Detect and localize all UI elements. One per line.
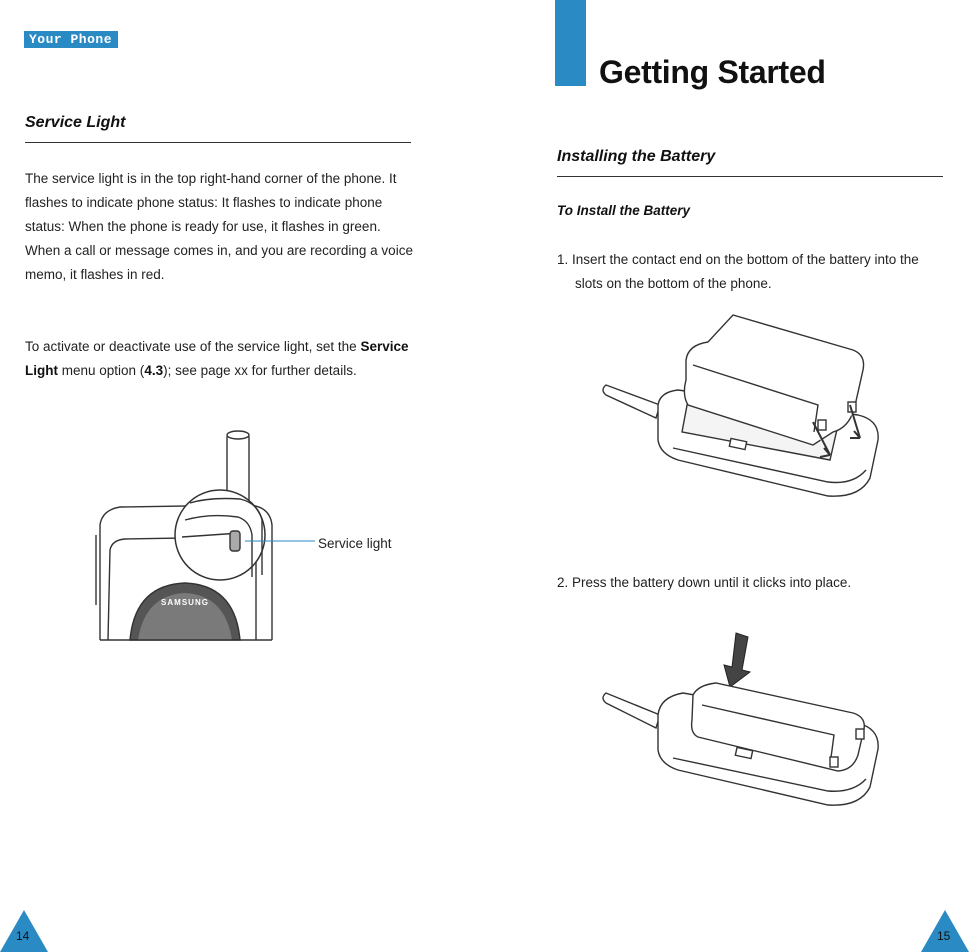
battery-insert-illustration [598, 310, 888, 510]
heading-rule [25, 142, 411, 143]
menu-option-number: 4.3 [144, 363, 164, 378]
right-heading-rule [557, 176, 943, 177]
step-1-text: 1. Insert the contact end on the bottom of the battery into the slots on the bottom of the phone. [557, 252, 919, 291]
phone-front-illustration [90, 425, 330, 645]
p2-text-mid: menu option ( [58, 363, 145, 378]
service-light-menu-name: Service Light [25, 339, 409, 378]
install-battery-subheading: To Install the Battery [557, 203, 691, 218]
installing-battery-heading: Installing the Battery [557, 148, 716, 165]
page-number-right: 15 [937, 929, 951, 943]
chapter-title: Getting Started [599, 54, 826, 90]
battery-press-illustration [598, 625, 888, 820]
service-light-heading: Service Light [25, 114, 126, 131]
page-number-left: 14 [16, 929, 30, 943]
chapter-accent-bar [555, 0, 586, 86]
brand-logo: SAMSUNG [161, 598, 209, 607]
step-2-text: 2. Press the battery down until it clicks into place. [557, 575, 852, 590]
service-light-paragraph-2 [25, 335, 413, 383]
section-tag: Your Phone [24, 31, 118, 48]
service-light-paragraph-1: The service light is in the top right-hand corner of the phone. It flashes to indicate phone status: It flashes to indicate phone status: When the phone is ready for use, it flashes in green. When a call or message comes in, and you are recording a voice memo, it flashes in red. [25, 171, 413, 282]
service-light-callout-label: Service light [318, 536, 392, 551]
p2-text-post: ); see page xx for further details. [163, 363, 357, 378]
p2-text-pre: To activate or deactivate use of the service light, set the [25, 339, 361, 354]
